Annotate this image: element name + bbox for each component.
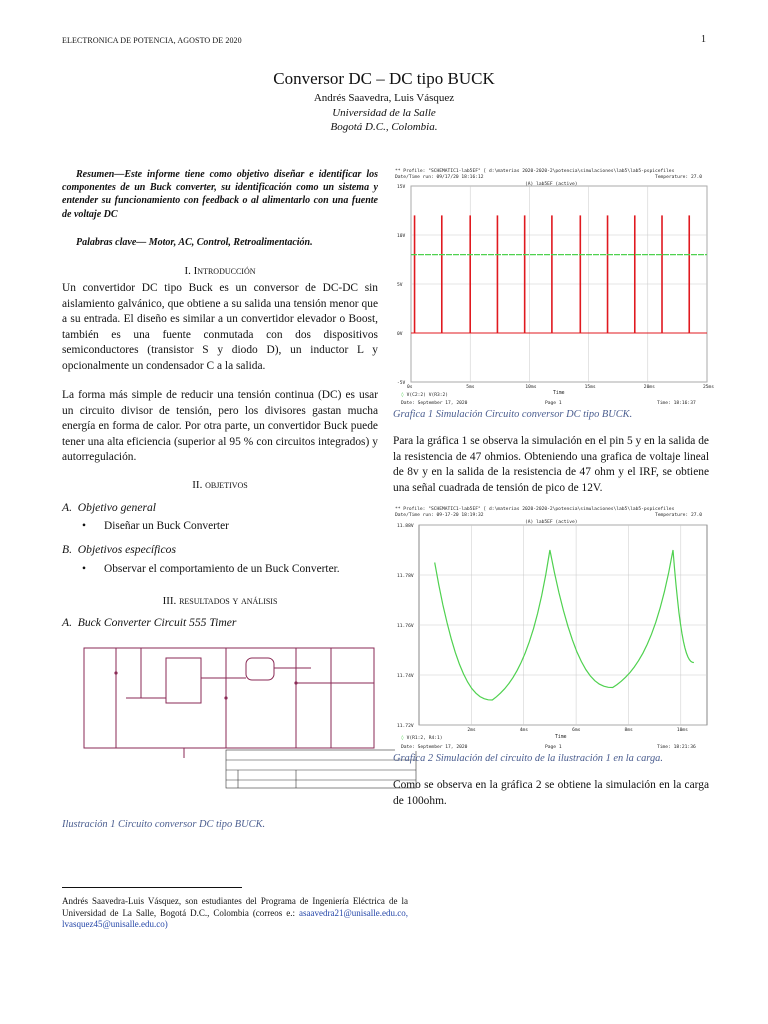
legend-marker-icon: ◊ [401, 736, 404, 741]
footnote-text: Andrés Saavedra-Luis Vásquez, son estudiantes del Programa de Ingeniería Eléctrica de la Universidad de La Salle, Bogotá D.C., Colombia (correos e.: [62, 896, 408, 918]
list-item-text: Observar el comportamiento de un Buck Converter. [104, 563, 340, 575]
x-tick-label: 5ms [466, 385, 475, 390]
subsection-title: Objetivo general [77, 501, 157, 514]
results-paragraph-2: Como se observa en la gráfica 2 se obtiene la simulación en la carga de 100ohm. [393, 779, 709, 807]
plot-profile: ** Profile: "SCHEMATIC1-lab5EF" [ d:\materias 2020-2020-2\potencia\simulaciones\lab5\lab5-pspicefiles [395, 169, 675, 174]
x-tick-label: 20ms [643, 385, 655, 390]
bullet-icon: • [82, 520, 86, 532]
keywords: Palabras clave— Motor, AC, Control, Retroalimentación. [76, 237, 313, 248]
y-tick-label: 15V [397, 185, 406, 190]
figure-caption: Ilustración 1 Circuito conversor DC tipo BUCK. [62, 819, 266, 830]
subsection-objetivos-especificos [62, 543, 378, 556]
y-tick-label: 10V [397, 234, 406, 239]
plot-profile: ** Profile: "SCHEMATIC1-lab5EF" [ d:\materias 2020-2020-2\potencia\simulaciones\lab5\lab5-pspicefiles [395, 507, 675, 512]
footnote-rule [62, 887, 242, 888]
trace-pulse [441, 215, 443, 333]
x-axis-label: Time [553, 391, 565, 396]
trace-pulse [580, 215, 582, 333]
subsection-label: A. [62, 616, 72, 629]
affiliation-line: Universidad de la Salle [332, 107, 436, 119]
running-header: ELECTRONICA DE POTENCIA, AGOSTO DE 2020 [62, 36, 242, 45]
list-item [82, 563, 382, 575]
affiliation [0, 106, 768, 134]
figure-caption: Grafica 2 Simulación del circuito de la ilustración 1 en la carga. [393, 753, 663, 764]
y-tick-label: 11.76V [397, 624, 414, 629]
plot-1-canvas [395, 165, 715, 407]
trace-pulse [607, 215, 609, 333]
trace-pulse [551, 215, 553, 333]
figure-caption: Grafica 1 Simulación Circuito conversor DC tipo BUCK. [393, 409, 633, 420]
list-item-text: Diseñar un Buck Converter [104, 520, 229, 532]
section-heading-objetivos [62, 479, 378, 491]
intro-paragraph-1: Un convertidor DC tipo Buck es un conversor de DC-DC sin aislamiento galvánico, que obtiene a su salida una tensión menor que a su entrada. El diseño es similar a un convertidor elevador o Boost, también es una fuente conmutada con dos dispositivos semiconductores (transistor S y diodo D), un inductor L y opcionalmente un condensador C a la salida. [62, 282, 378, 372]
legend-text: V(R1:2, R4:1) [406, 736, 443, 741]
x-tick-label: 10ms [676, 728, 688, 733]
trace-pulse [634, 215, 636, 333]
plot-2-canvas [395, 503, 711, 751]
subsection-label: A. [62, 501, 72, 514]
plot-legend [401, 392, 448, 398]
x-tick-label: 15ms [584, 385, 596, 390]
paper-title: Conversor DC – DC tipo BUCK [273, 69, 495, 88]
x-tick-label: 25ms [703, 385, 715, 390]
section-title: resultados y análisis [179, 595, 278, 607]
y-tick-label: 0V [397, 332, 403, 337]
intro-paragraph-2: La forma más simple de reducir una tensión continua (DC) es usar un circuito divisor de tensión, pero los divisores gastan mucha energía en forma de calor. Por otra parte, un convertidor Buck puede tener una alta eficiencia (superior al 95 % con circuitos integrados) y autorregulación. [62, 389, 378, 464]
x-tick-label: 6ms [572, 728, 581, 733]
x-tick-label: 4ms [519, 728, 529, 733]
plot-footer-time: Time: 18:21:36 [657, 745, 696, 750]
plot-temperature: Temperature: 27.0 [655, 175, 703, 180]
legend-marker-icon: ◊ [401, 393, 404, 398]
plot-footer-date: Date: September 17, 2020 [401, 745, 468, 750]
trace-pulse [414, 215, 416, 333]
subsection-title: Objetivos específicos [77, 543, 176, 556]
section-number: I. [184, 265, 191, 277]
y-tick-label: 5V [397, 283, 403, 288]
circuit-schematic [66, 638, 422, 788]
bullet-icon: • [82, 563, 86, 575]
y-tick-label: 11.72V [397, 724, 414, 729]
plot-footer-page: Page 1 [545, 401, 562, 406]
y-tick-label: 11.74V [397, 674, 414, 679]
subsection-title: Buck Converter Circuit 555 Timer [77, 616, 237, 629]
footnote [62, 896, 408, 931]
y-tick-label: 11.88V [397, 524, 414, 529]
abstract: Resumen—Este informe tiene como objetivo diseñar e identificar los componentes de un Buck converter, su identificación como un sistema y entender su funcionamiento con feedback o al alimentarlo con una fuente de voltaje DC [62, 169, 378, 220]
section-title: Introducción [193, 265, 256, 277]
x-tick-label: 2ms [467, 728, 476, 733]
authors: Andrés Saavedra, Luis Vásquez [313, 92, 455, 104]
subsection-objetivo-general [62, 501, 378, 514]
plot-footer-date: Date: September 17, 2020 [401, 401, 468, 406]
simulation-plot-1 [395, 165, 715, 407]
page-number: 1 [701, 34, 706, 45]
subsection-buck-555 [62, 616, 378, 629]
section-number: II. [192, 479, 203, 491]
trace-pulse [497, 215, 499, 333]
section-heading-resultados [62, 595, 378, 607]
plot-temperature: Temperature: 27.0 [655, 513, 703, 518]
trace-pulse [661, 215, 663, 333]
plot-section: (A) lab5EF (active) [525, 182, 578, 187]
trace-pulse [688, 215, 690, 333]
plot-footer-page: Page 1 [545, 745, 562, 750]
trace-pulse [469, 215, 471, 333]
x-tick-label: 8ms [624, 728, 633, 733]
trace-pulse [524, 215, 526, 333]
y-tick-label: -5V [397, 381, 406, 386]
x-tick-label: 0s [407, 385, 413, 390]
footnote-emails[interactable]: asaavedra21@unisalle.edu.co, lvasquez45@unisalle.edu.co) [62, 907, 409, 930]
plot-footer-time: Time: 18:16:37 [657, 401, 696, 406]
affiliation-line: Bogotá D.C., Colombia. [330, 121, 438, 133]
plot-run-date: Date/Time run: 09-17-20 18:19:32 [395, 513, 484, 518]
plot-run-date: Date/Time run: 09/17/20 18:16:12 [395, 175, 484, 180]
plot-legend [401, 735, 443, 741]
results-paragraph-1: Para la gráfica 1 se observa la simulación en el pin 5 y en la salida de la resistencia de 47 ohmios. Obteniendo una grafica de voltaje lineal de 8v y en la salida de la resistencia de 47 ohm y el IRF, se obtiene una señal cuadrada de tensión de pico de 12V. [393, 435, 709, 494]
section-heading-introduction [62, 265, 378, 277]
plot-section: (A) lab5EF (active) [525, 520, 578, 525]
list-item [82, 520, 398, 532]
section-number: III. [162, 595, 177, 607]
simulation-plot-2 [395, 503, 711, 751]
y-tick-label: 11.78V [397, 574, 414, 579]
x-tick-label: 10ms [525, 385, 537, 390]
subsection-label: B. [62, 543, 72, 556]
legend-text: V(C2:2) V(R3:2) [406, 393, 449, 398]
section-title: objetivos [205, 479, 248, 491]
x-axis-label: Time [555, 735, 567, 740]
